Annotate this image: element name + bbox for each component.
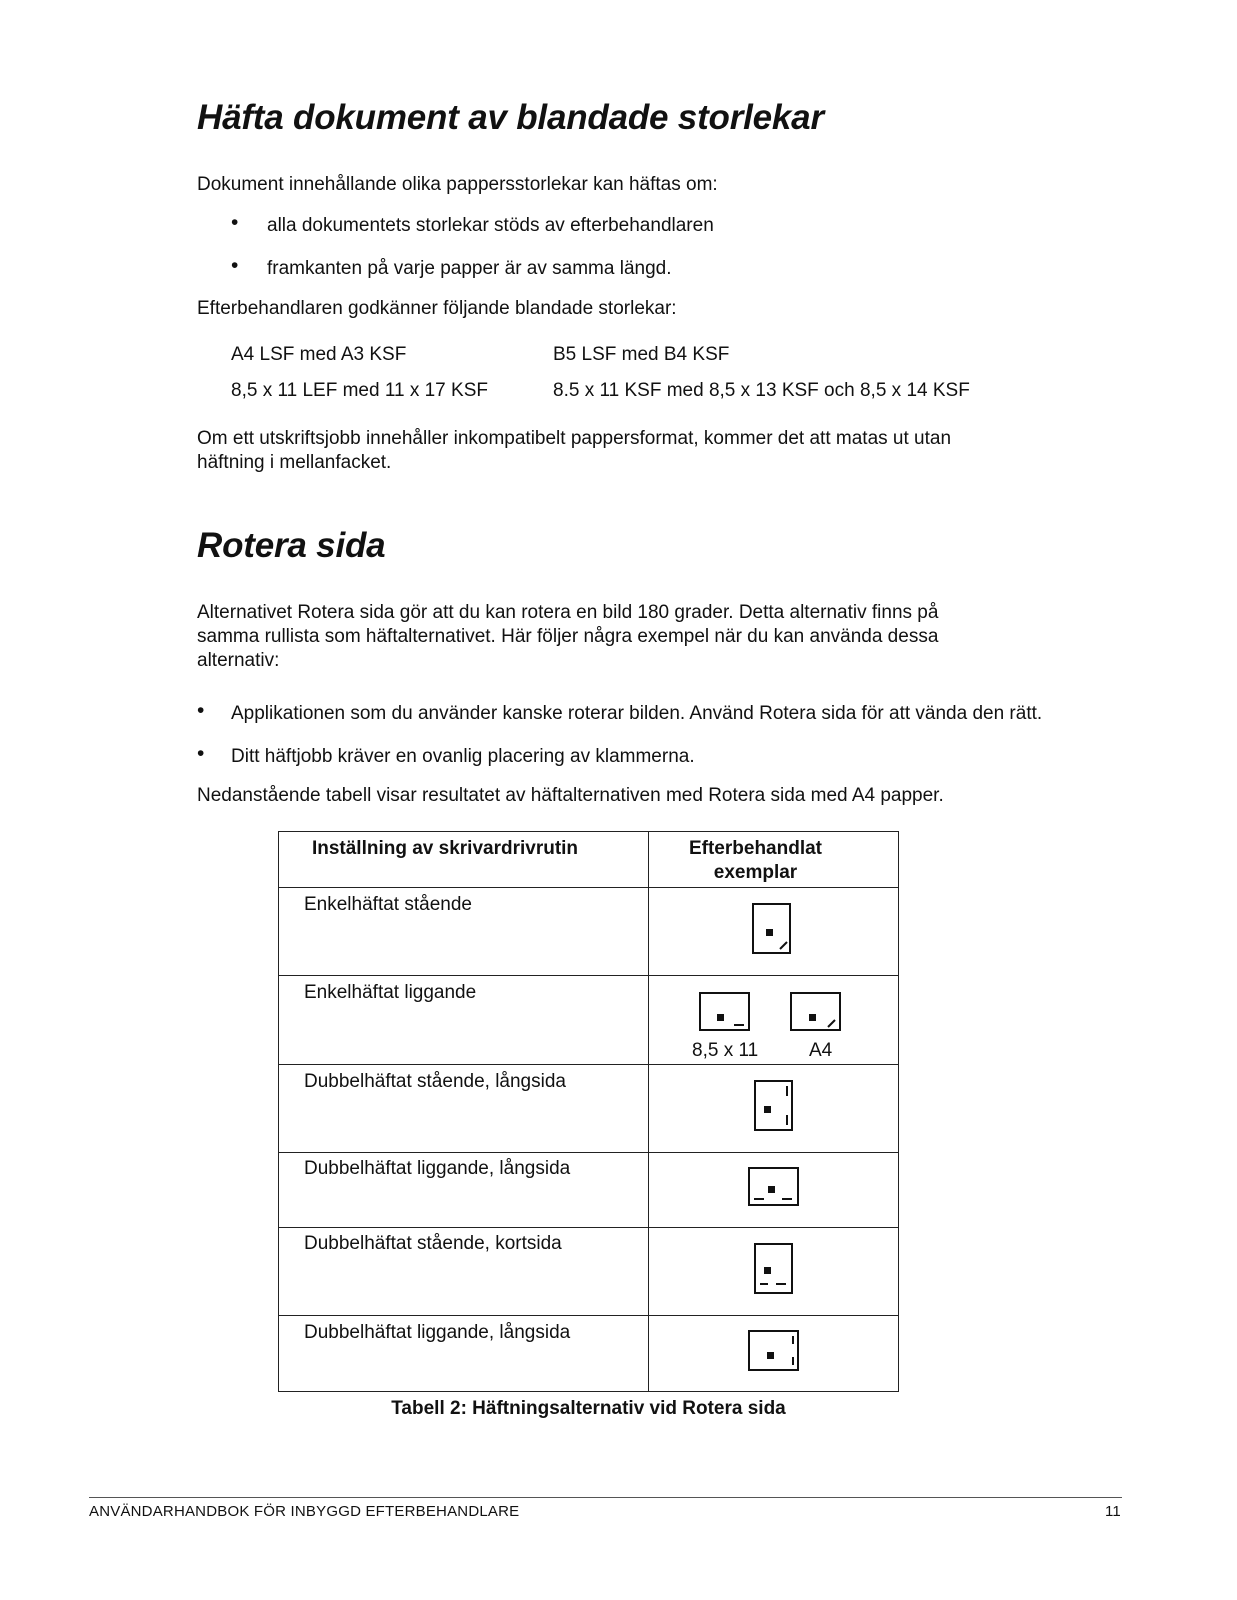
bullet-icon: • (231, 211, 239, 234)
note-line: häftning i mellanfacket. (197, 452, 392, 473)
table-row-label: Dubbelhäftat stående, långsida (304, 1071, 566, 1092)
page-number: 11 (1105, 1503, 1121, 1520)
footer-title: ANVÄNDARHANDBOK FÖR INBYGGD EFTERBEHANDLARE (89, 1503, 520, 1520)
portrait-single-staple-icon (752, 903, 792, 955)
portrait-double-staple-long-edge-icon (754, 1080, 794, 1132)
footer-rule (89, 1497, 1122, 1498)
landscape-double-staple-long-edge-icon (748, 1167, 800, 1207)
size-combo: 8,5 x 11 LEF med 11 x 17 KSF (231, 380, 488, 401)
landscape-double-staple-right-edge-icon (748, 1330, 800, 1372)
list-item: framkanten på varje papper är av samma längd. (267, 258, 672, 279)
bullet-icon: • (231, 254, 239, 277)
table-border-left (278, 831, 279, 1392)
bullet-icon: • (197, 742, 205, 765)
paper-size-label: 8,5 x 11 (692, 1040, 759, 1061)
table-border-bottom (278, 1391, 899, 1392)
portrait-double-staple-short-edge-icon (754, 1243, 794, 1295)
landscape-single-staple-a4-icon (790, 992, 842, 1032)
table-row-divider (278, 1152, 899, 1153)
list-item: Applikationen som du använder kanske roterar bilden. Använd Rotera sida för att vända den rätt. (231, 703, 1043, 724)
section-title-rotate-page: Rotera sida (197, 526, 386, 565)
size-combo: B5 LSF med B4 KSF (553, 344, 730, 365)
note-line: Om ett utskriftsjobb innehåller inkompatibelt pappersformat, kommer det att matas ut utan (197, 428, 952, 449)
table-header-line: Efterbehandlat (688, 838, 823, 859)
table-row-divider (278, 1227, 899, 1228)
table-border-top (278, 831, 899, 832)
table-caption: Tabell 2: Häftningsalternativ vid Rotera sida (391, 1398, 786, 1419)
table-row-label: Dubbelhäftat liggande, långsida (304, 1158, 571, 1179)
table-border-right (898, 831, 899, 1392)
table-column-divider (648, 831, 649, 1392)
paragraph-line: alternativ: (197, 650, 280, 671)
table-row-divider (278, 887, 899, 888)
table-row-label: Enkelhäftat liggande (304, 982, 477, 1003)
paragraph-line: samma rullista som häftalternativet. Här följer några exempel när du kan använda dessa (197, 626, 939, 647)
size-combo: A4 LSF med A3 KSF (231, 344, 407, 365)
list-item: alla dokumentets storlekar stöds av efterbehandlaren (267, 215, 714, 236)
table-row-divider (278, 1064, 899, 1065)
size-combo: 8.5 x 11 KSF med 8,5 x 13 KSF och 8,5 x 14 KSF (553, 380, 970, 401)
intro-text: Dokument innehållande olika pappersstorlekar kan häftas om: (197, 174, 718, 195)
bullet-icon: • (197, 699, 205, 722)
table-row-label: Dubbelhäftat liggande, långsida (304, 1322, 571, 1343)
accepted-sizes-intro: Efterbehandlaren godkänner följande blandade storlekar: (197, 298, 677, 319)
table-header-driver-setting: Inställning av skrivardrivrutin (311, 838, 579, 859)
table-header-finished-copy (649, 837, 862, 885)
section-title-mixed-sizes: Häfta dokument av blandade storlekar (197, 98, 824, 137)
table-row-label: Enkelhäftat stående (304, 894, 472, 915)
table-intro: Nedanstående tabell visar resultatet av häftalternativen med Rotera sida med A4 papper. (197, 785, 944, 806)
paragraph-line: Alternativet Rotera sida gör att du kan rotera en bild 180 grader. Detta alternativ finns på (197, 602, 939, 623)
landscape-single-staple-letter-icon (699, 992, 751, 1032)
table-row-divider (278, 975, 899, 976)
table-header-line: exemplar (713, 862, 798, 883)
paper-size-label: A4 (809, 1040, 833, 1061)
table-row-label: Dubbelhäftat stående, kortsida (304, 1233, 562, 1254)
list-item: Ditt häftjobb kräver en ovanlig placering av klammerna. (231, 746, 695, 767)
table-row-divider (278, 1315, 899, 1316)
